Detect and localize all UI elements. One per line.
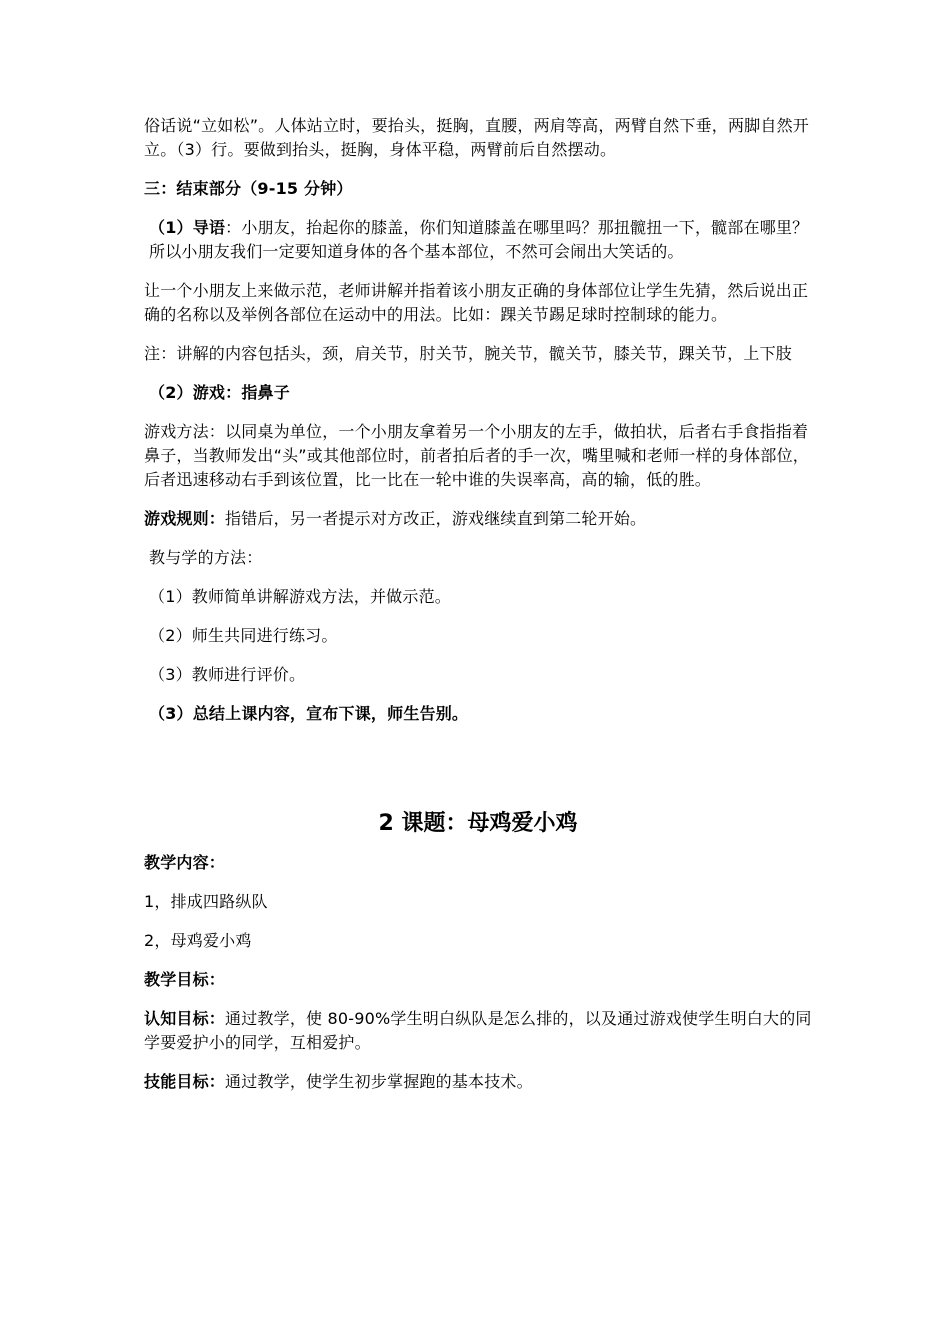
goals-label: 教学目标： — [144, 970, 226, 989]
game-rules-paragraph — [144, 507, 812, 531]
cognitive-goal-paragraph — [144, 1007, 812, 1055]
method-item-1: （1）教师简单讲解游戏方法，并做示范。 — [149, 587, 451, 606]
content-item-2: 2，母鸡爱小鸡 — [144, 931, 252, 950]
skill-text: 通过教学，使学生初步掌握跑的基本技术。 — [225, 1072, 533, 1091]
note-paragraph: 注：讲解的内容包括头，颈，肩关节，肘关节，腕关节，髋关节，膝关节，踝关节，上下肢 — [144, 344, 793, 363]
game-heading: （2）游戏：指鼻子 — [149, 383, 290, 402]
intro-paragraph — [144, 216, 812, 264]
method-item-2: （2）师生共同进行练习。 — [149, 626, 338, 645]
intro-text: ：小朋友，抬起你的膝盖，你们知道膝盖在哪里吗？那扭髋扭一下，髋部在哪里？所以小朋友我们一定要知道身体的各个基本部位，不然可会闹出大笑话的。 — [149, 218, 809, 261]
summary-paragraph: （3）总结上课内容，宣布下课，师生告别。 — [149, 704, 469, 723]
demo-paragraph: 让一个小朋友上来做示范，老师讲解并指着该小朋友正确的身体部位让学生先猜，然后说出正确的名称以及举例各部位在运动中的用法。比如：踝关节踢足球时控制球的能力。 — [144, 281, 809, 324]
rules-label: 游戏规则： — [144, 509, 226, 528]
skill-label: 技能目标： — [144, 1072, 226, 1091]
end-part-heading: 三：结束部分（9-15 分钟） — [144, 179, 353, 198]
method-label: 教与学的方法： — [149, 548, 263, 567]
intro-label: （1）导语 — [149, 218, 226, 237]
cognitive-text: 通过教学，使 80-90%学生明白纵队是怎么排的，以及通过游戏使学生明白大的同学要爱护小的同学，互相爱护。 — [144, 1009, 812, 1052]
cognitive-label: 认知目标： — [144, 1009, 226, 1028]
section-gap — [144, 741, 812, 809]
game-method-paragraph: 游戏方法：以同桌为单位，一个小朋友拿着另一个小朋友的左手，做拍状，后者右手食指指着鼻子，当教师发出“头”或其他部位时，前者拍后者的手一次，嘴里喊和老师一样的身体部位，后者迅速移动右手到该位置，比一比在一轮中谁的失误率高，高的输，低的胜。 — [144, 422, 809, 489]
content-item-1: 1，排成四路纵队 — [144, 892, 268, 911]
skill-goal-paragraph — [144, 1070, 812, 1094]
document-page — [144, 114, 812, 1109]
lesson-title: 2 课题：母鸡爱小鸡 — [378, 811, 578, 836]
standing-paragraph: 俗话说“立如松”。人体站立时，要抬头，挺胸，直腰，两肩等高，两臂自然下垂，两脚自然开立。（3）行。要做到抬头，挺胸，身体平稳，两臂前后自然摆动。 — [144, 116, 809, 159]
content-label: 教学内容： — [144, 853, 226, 872]
method-item-3: （3）教师进行评价。 — [149, 665, 306, 684]
rules-text: 指错后，另一者提示对方改正，游戏继续直到第二轮开始。 — [225, 509, 647, 528]
